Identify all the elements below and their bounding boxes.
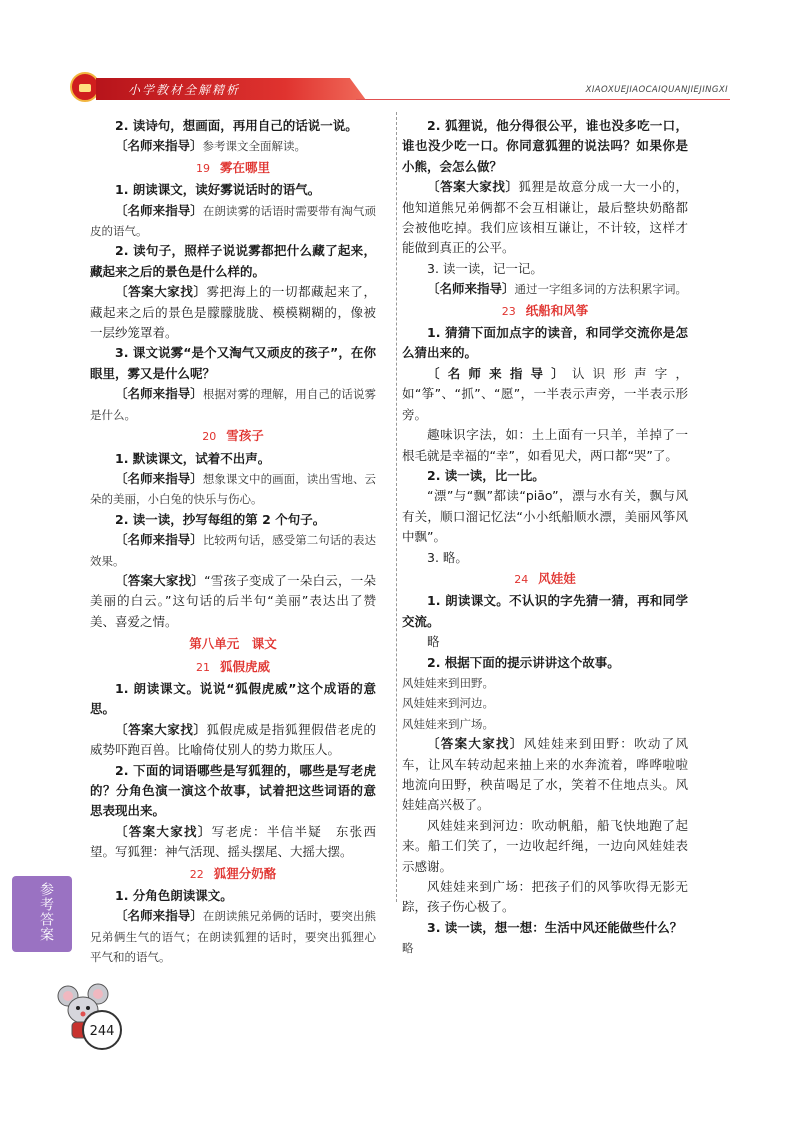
section-title: 雾在哪里 bbox=[219, 159, 270, 175]
answer-tag: 〔名师来指导〕 bbox=[115, 470, 203, 486]
section-heading bbox=[402, 569, 688, 590]
paragraph-text: 1. 朗读课文，读好雾说话时的语气。 bbox=[115, 182, 321, 198]
paragraph-text: 2. 读一读，比一比。 bbox=[427, 467, 545, 483]
question-text bbox=[90, 761, 376, 822]
answer-tag: 〔名师来指导〕 bbox=[427, 365, 572, 381]
paragraph-text: 2. 读句子，照样子说说雾都把什么藏了起来，藏起来之后的景色是什么样的。 bbox=[90, 243, 376, 279]
answer-tag: 〔答案大家找〕 bbox=[427, 736, 524, 752]
answer-paragraph bbox=[402, 279, 688, 299]
question-text bbox=[90, 449, 376, 469]
answer-paragraph bbox=[402, 364, 688, 425]
section-heading bbox=[90, 158, 376, 179]
hint-line: 风娃娃来到田野。 bbox=[402, 675, 494, 690]
answer-body: 在朗读熊兄弟俩的话时，要突出熊兄弟俩生气的语气；在朗读狐狸的话时，要突出狐狸心平气和的语气。 bbox=[90, 909, 376, 965]
answer-body: 在朗读雾的话语时需要带有淘气顽皮的语气。 bbox=[90, 203, 376, 239]
hint-line: 略 bbox=[402, 941, 414, 956]
paragraph-text: 1. 猜猜下面加点字的读音，和同学交流你是怎么猜出来的。 bbox=[402, 325, 688, 361]
answer-paragraph bbox=[402, 177, 688, 259]
answer-body: 风娃娃来到田野：吹动了风车，让风车转动起来抽上来的水奔流着，哗哗啦啦地流向田野，秧苗喝足了水，笑着不住地点头。风娃娃高兴极了。 bbox=[402, 736, 688, 813]
answer-tag: 〔名师来指导〕 bbox=[427, 281, 515, 297]
question-text bbox=[90, 116, 376, 136]
paragraph-text: 1. 分角色朗读课文。 bbox=[115, 888, 233, 904]
paragraph-text: 3. 读一读，记一记。 bbox=[427, 260, 543, 276]
paragraph-text: 1. 朗读课文。不认识的字先猜一猜，再和同学交流。 bbox=[402, 593, 688, 629]
answer-tag: 〔名师来指导〕 bbox=[115, 908, 203, 924]
answer-paragraph bbox=[90, 822, 376, 863]
unit-heading: 第八单元 课文 bbox=[189, 636, 277, 652]
answer-section-tab bbox=[12, 876, 72, 952]
answer-body: 根据对雾的理解，用自己的话说雾是什么。 bbox=[90, 387, 376, 422]
column-divider bbox=[396, 112, 397, 902]
answer-paragraph bbox=[90, 720, 376, 761]
paragraph-text: 风娃娃来到河边：吹动帆船，船飞快地跑了起来。船工们笑了，一边收起纤绳，一边向风娃娃表示感谢。 bbox=[402, 817, 688, 874]
answer-body: 想象课文中的画面，读出雪地、云朵的美丽，小白兔的快乐与伤心。 bbox=[90, 471, 376, 507]
section-heading bbox=[90, 657, 376, 678]
question-text bbox=[402, 323, 688, 364]
answer-body: 雾把海上的一切都藏起来了，藏起来之后的景色是朦朦胧胧、模模糊糊的，像被一层纱笼罩着。 bbox=[90, 284, 376, 341]
paragraph-text: 3. 课文说雾“是个又淘气又顽皮的孩子”，在你眼里，雾又是什么呢？ bbox=[90, 345, 376, 381]
paragraph-text: 2. 根据下面的提示讲讲这个故事。 bbox=[427, 654, 620, 670]
section-title: 雪孩子 bbox=[226, 428, 264, 444]
question-text bbox=[402, 116, 688, 177]
paragraph-text: 1. 默读课文，试着不出声。 bbox=[115, 450, 271, 466]
answer-paragraph bbox=[90, 469, 376, 510]
question-text bbox=[90, 180, 376, 200]
paragraph-text: “漂”与“飘”都读“piāo”，漂与水有关，飘与风有关，顺口溜记忆法“小小纸船顺水漂，美丽风筝风中飘”。 bbox=[402, 488, 688, 545]
answer-tag: 〔名师来指导〕 bbox=[115, 532, 203, 548]
paragraph-text: 风娃娃来到广场：把孩子们的风筝吹得无影无踪，孩子伤心极了。 bbox=[402, 879, 688, 915]
body-paragraph bbox=[402, 632, 688, 652]
question-text bbox=[402, 466, 688, 486]
answer-paragraph bbox=[90, 136, 376, 156]
answer-tag: 〔答案大家找〕 bbox=[115, 721, 207, 737]
question-text bbox=[402, 918, 688, 938]
left-column bbox=[90, 116, 376, 968]
answer-body: 狐狸是故意分成一大一小的，他知道熊兄弟俩都不会互相谦让，最后整块奶酪都会被他吃掉。我们应该相互谦让，不计较，这样才能做到真正的公平。 bbox=[402, 179, 688, 256]
body-paragraph bbox=[402, 486, 688, 547]
hint-line: 风娃娃来到广场。 bbox=[402, 716, 494, 731]
answer-tag: 〔答案大家找〕 bbox=[115, 572, 205, 588]
answer-body: 狐假虎威是指狐狸假借老虎的威势吓跑百兽。比喻倚仗别人的势力欺压人。 bbox=[90, 721, 376, 758]
body-paragraph bbox=[402, 877, 688, 918]
answer-body: 参考课文全面解读。 bbox=[202, 139, 307, 154]
question-text bbox=[90, 343, 376, 384]
page-header bbox=[70, 70, 730, 104]
section-number: 24 bbox=[514, 572, 529, 586]
answer-paragraph bbox=[90, 530, 376, 571]
answer-body: 写老虎：半信半疑 东张西望。写狐狸：神气活现、摇头摆尾、大摇大摆。 bbox=[90, 823, 376, 860]
paragraph-text: 2. 狐狸说，他分得很公平，谁也没多吃一口，谁也没少吃一口。你同意狐狸的说法吗？如果你是小熊，会怎么做？ bbox=[402, 118, 688, 174]
answer-paragraph bbox=[90, 201, 376, 242]
question-text bbox=[402, 591, 688, 632]
hint-line: 风娃娃来到河边。 bbox=[402, 696, 494, 711]
answer-tag: 〔答案大家找〕 bbox=[115, 823, 212, 839]
answer-paragraph bbox=[90, 384, 376, 425]
page-number: 244 bbox=[82, 1010, 122, 1050]
right-column bbox=[402, 116, 688, 959]
book-title-pinyin: XIAOXUEJIAOCAIQUANJIEJINGXI bbox=[585, 85, 728, 95]
body-paragraph bbox=[402, 425, 688, 466]
answer-tag: 〔答案大家找〕 bbox=[115, 284, 207, 300]
answer-body: 比较两句话，感受第二句话的表达效果。 bbox=[90, 533, 376, 568]
book-title: 小学教材全解精析 bbox=[128, 83, 241, 97]
answer-tag: 〔名师来指导〕 bbox=[115, 138, 203, 154]
answer-body: “雪孩子变成了一朵白云，一朵美丽的白云。”这句话的后半句“美丽”表达出了赞美、喜爱之情。 bbox=[90, 572, 376, 629]
section-number: 22 bbox=[189, 867, 204, 881]
section-title: 狐狸分奶酪 bbox=[213, 865, 277, 881]
question-text bbox=[90, 241, 376, 282]
paragraph-text: 3. 读一读，想一想：生活中风还能做些什么？ bbox=[427, 919, 683, 935]
paragraph-text: 1. 朗读课文。说说“狐假虎威”这个成语的意思。 bbox=[90, 680, 376, 717]
answer-tag: 〔答案大家找〕 bbox=[427, 179, 519, 195]
logo-icon bbox=[70, 72, 100, 102]
section-title: 风娃娃 bbox=[538, 570, 576, 586]
paragraph-text: 2. 读一读，抄写每组的第 2 个句子。 bbox=[115, 511, 326, 527]
paragraph-text: 略 bbox=[427, 634, 440, 650]
question-text bbox=[90, 679, 376, 720]
body-paragraph bbox=[402, 259, 688, 279]
answer-body: 通过一字组多词的方法积累字词。 bbox=[514, 282, 688, 297]
answer-tag: 〔名师来指导〕 bbox=[115, 202, 203, 218]
side-tab-label: 参考答案 bbox=[38, 882, 54, 942]
question-text bbox=[90, 510, 376, 530]
paragraph-text: 趣味识字法，如：土上面有一只羊，羊掉了一根毛就是幸福的“幸”，如看见犬，两口都“哭”了。 bbox=[402, 427, 688, 463]
answer-paragraph bbox=[90, 571, 376, 632]
paragraph-text: 2. 下面的词语哪些是写狐狸的，哪些是写老虎的？分角色演一演这个故事，试着把这些词语的意思表现出来。 bbox=[90, 762, 376, 819]
paragraph-text: 3. 略。 bbox=[427, 549, 468, 565]
question-text bbox=[90, 886, 376, 906]
answer-body: 认识形声字，如“筝”、“抓”、“愿”，一半表示声旁，一半表示形旁。 bbox=[402, 365, 688, 422]
section-heading bbox=[402, 301, 688, 322]
section-number: 20 bbox=[202, 430, 217, 444]
answer-paragraph bbox=[90, 906, 376, 967]
section-heading bbox=[90, 864, 376, 885]
section-title: 纸船和风筝 bbox=[525, 302, 589, 318]
body-paragraph bbox=[402, 548, 688, 568]
answer-tag: 〔名师来指导〕 bbox=[115, 386, 203, 402]
question-text bbox=[402, 653, 688, 673]
section-title: 狐假虎威 bbox=[219, 658, 270, 674]
answer-paragraph bbox=[402, 734, 688, 816]
answer-paragraph bbox=[90, 282, 376, 343]
header-rule bbox=[356, 99, 730, 100]
section-number: 19 bbox=[195, 161, 210, 175]
paragraph-text: 2. 读诗句，想画面，再用自己的话说一说。 bbox=[115, 118, 358, 133]
section-number: 23 bbox=[501, 304, 516, 318]
section-heading bbox=[90, 426, 376, 447]
section-number: 21 bbox=[195, 660, 210, 674]
body-paragraph bbox=[402, 816, 688, 877]
